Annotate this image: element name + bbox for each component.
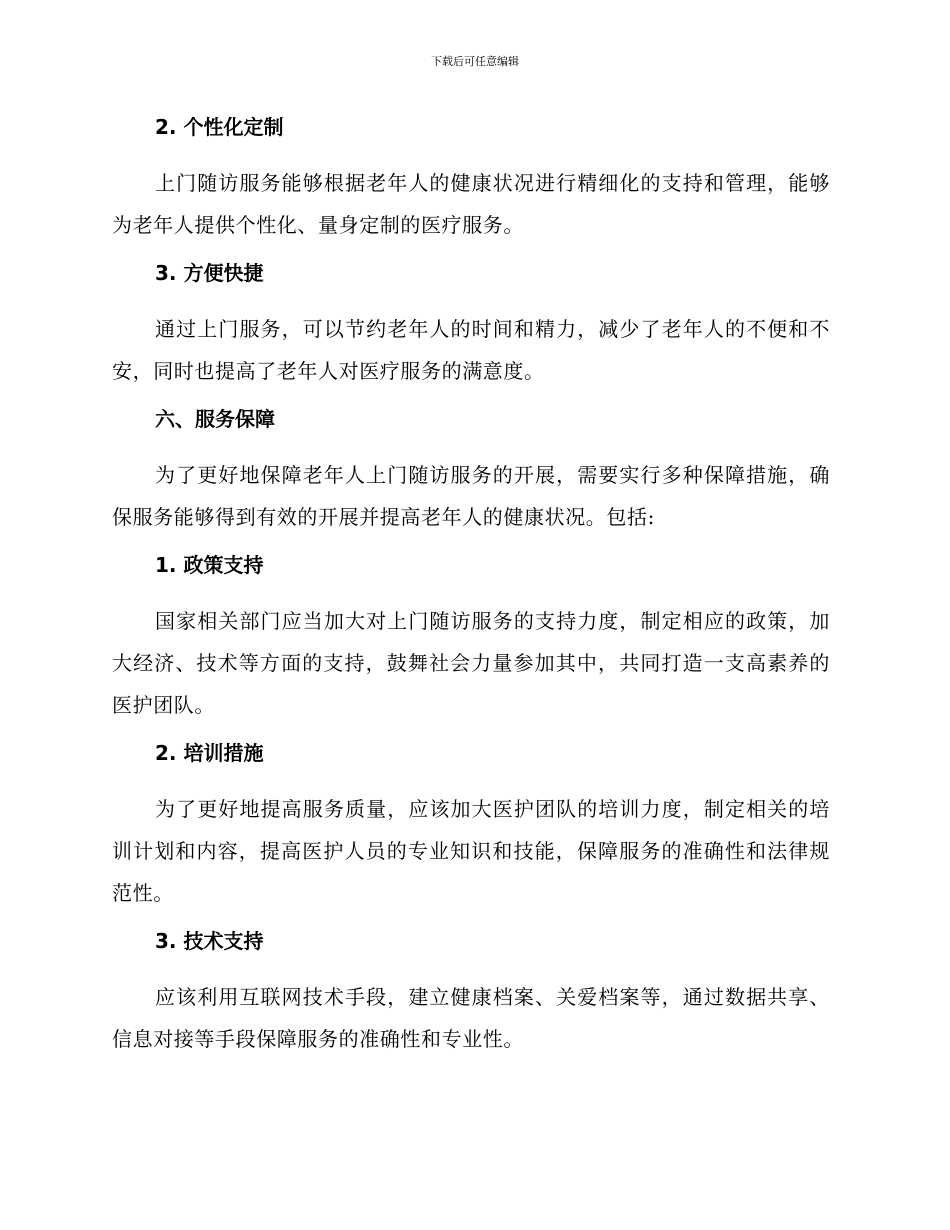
section-heading: 1. 政策支持: [155, 553, 264, 577]
section-training: [112, 736, 830, 914]
section-heading: 2. 培训措施: [155, 741, 264, 765]
section-policy-support: [112, 548, 830, 726]
section-paragraph: 应该利用互联网技术手段，建立健康档案、关爱档案等，通过数据共享、信息对接等手段保障服务的准确性和专业性。: [112, 985, 830, 1051]
page-header: 下载后可任意编辑: [431, 55, 519, 68]
section-heading: 2. 个性化定制: [155, 115, 284, 139]
section-heading: 六、服务保障: [155, 407, 275, 431]
section-paragraph: 上门随访服务能够根据老年人的健康状况进行精细化的支持和管理，能够为老年人提供个性化、量身定制的医疗服务。: [112, 171, 830, 237]
section-service-guarantee: [112, 402, 830, 538]
section-heading: 3. 技术支持: [155, 929, 264, 953]
section-paragraph: 通过上门服务，可以节约老年人的时间和精力，减少了老年人的不便和不安，同时也提高了老年人对医疗服务的满意度。: [112, 317, 830, 383]
section-technical-support: [112, 924, 830, 1060]
document-body: [112, 110, 830, 1070]
section-paragraph: 国家相关部门应当加大对上门随访服务的支持力度，制定相应的政策，加大经济、技术等方面的支持，鼓舞社会力量参加其中，共同打造一支高素养的医护团队。: [112, 609, 830, 717]
section-personalized: [112, 110, 830, 246]
section-paragraph: 为了更好地提高服务质量，应该加大医护团队的培训力度，制定相关的培训计划和内容，提高医护人员的专业知识和技能，保障服务的准确性和法律规范性。: [112, 797, 830, 905]
section-convenient: [112, 256, 830, 392]
section-heading: 3. 方便快捷: [155, 261, 264, 285]
section-paragraph: 为了更好地保障老年人上门随访服务的开展，需要实行多种保障措施，确保服务能够得到有效的开展并提高老年人的健康状况。包括:: [112, 463, 830, 529]
